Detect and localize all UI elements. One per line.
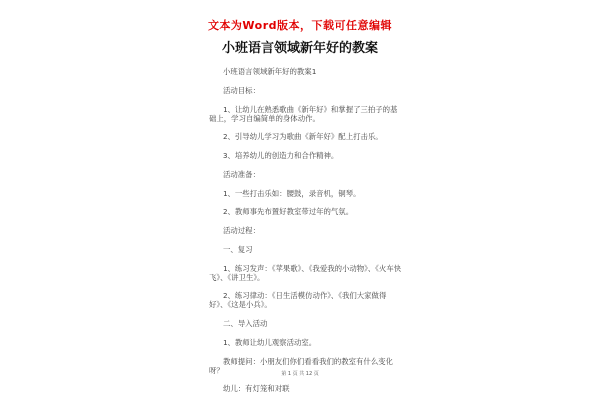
preparation-item: 1、一些打击乐如：腰鼓，录音机，铜琴。 bbox=[223, 188, 361, 198]
section-preparation: 活动准备： bbox=[223, 169, 260, 179]
lesson-heading: 小班语言领域新年好的教案1 bbox=[223, 67, 317, 76]
teacher-question: 教师提问：小朋友们你们看看我们的教室有什么变化呀？ bbox=[209, 356, 393, 375]
watermark-text: 文本为Word版本，下载可任意编辑 bbox=[207, 19, 393, 32]
subsection-intro: 二、导入活动 bbox=[223, 318, 268, 328]
objective-item: 3、培养幼儿的创造力和合作精神。 bbox=[223, 150, 339, 160]
subsection-review: 一、复习 bbox=[223, 244, 253, 254]
objective-item: 1、让幼儿在熟悉歌曲《新年好》和掌握了三拍子的基础上，学习自编简单的身体动作。 bbox=[209, 104, 398, 123]
document-title: 小班语言领域新年好的教案 bbox=[221, 41, 378, 56]
page-number: 第 1 页 共 12 页 bbox=[281, 371, 319, 377]
document-body bbox=[209, 67, 403, 400]
preparation-item: 2、教师事先布置好教室带过年的气氛。 bbox=[223, 207, 354, 217]
process-item: 1、练习发声：《苹果歌》、《我爱我的小动物》、《火车快飞》、《讲卫生》。 bbox=[209, 263, 402, 282]
section-process: 活动过程： bbox=[223, 226, 260, 236]
process-item: 1、教师让幼儿观察活动室。 bbox=[223, 337, 317, 347]
child-answer: 幼儿：有灯笼和对联 bbox=[223, 384, 290, 394]
objective-item: 2、引导幼儿学习为歌曲《新年好》配上打击乐。 bbox=[223, 132, 383, 142]
section-objectives: 活动目标： bbox=[223, 85, 260, 95]
process-item: 2、练习律动：《日生活模仿动作》、《我们大家做得好》、《这是小兵》。 bbox=[209, 291, 387, 310]
